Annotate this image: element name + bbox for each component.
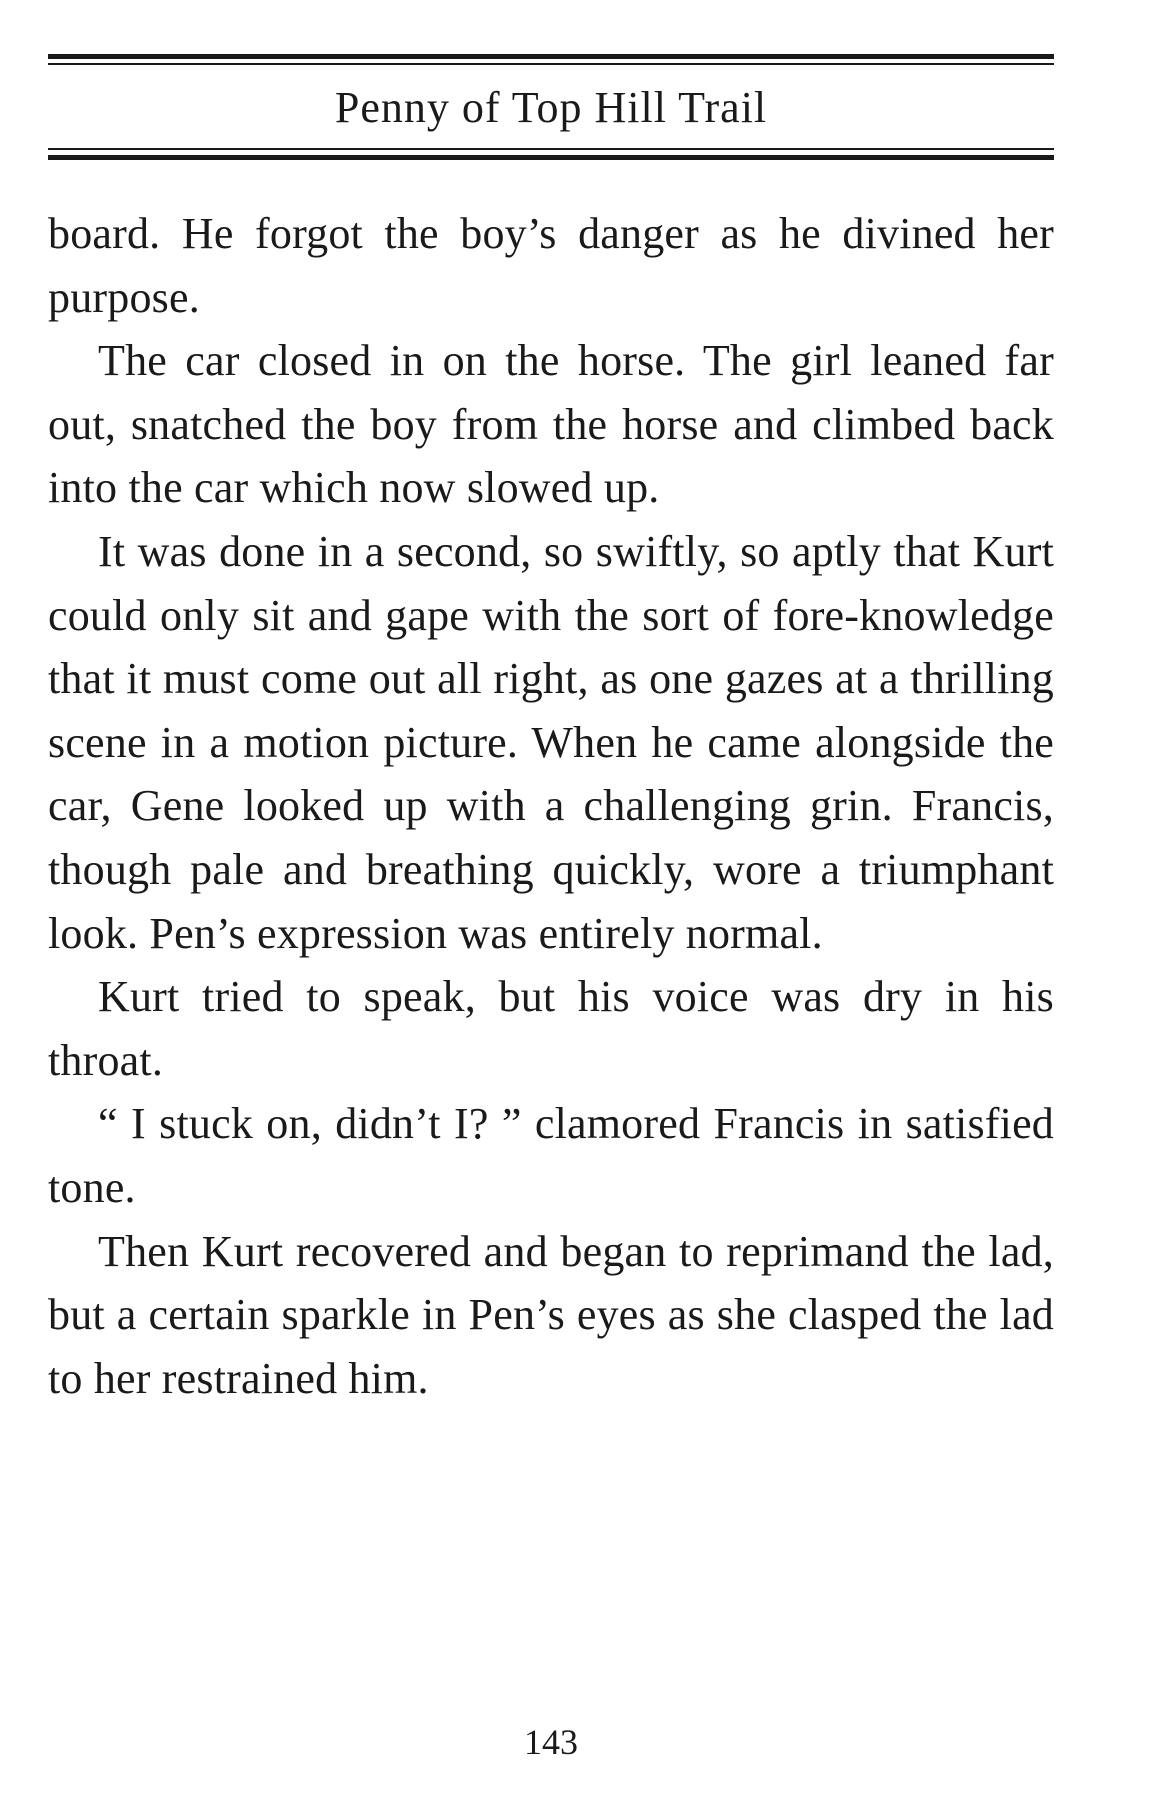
paragraph: board. He forgot the boy’s danger as he divined her purpose. bbox=[48, 209, 1054, 322]
paragraph: It was done in a second, so swiftly, so aptly that Kurt could only sit and gape with the sort of fore-knowledge that it must come out all right, as one gazes at a thrilling scene in a motion picture. When he came alongside the car, Gene looked up with a challenging grin. Francis, though pale and breathing quickly, wore a triumphant look. Pen’s expression was entirely normal. bbox=[48, 526, 1054, 958]
paragraph: “ I stuck on, didn’t I? ” clamored Francis in satisfied tone. bbox=[48, 1099, 1054, 1212]
paragraph: Then Kurt recovered and began to reprimand the lad, but a certain sparkle in Pen’s eyes as she clasped the lad to her restrained him. bbox=[48, 1226, 1054, 1403]
header-bottom-rule bbox=[48, 148, 1054, 164]
paragraph: The car closed in on the horse. The girl leaned far out, snatched the boy from the horse and climbed back into the car which now slowed up. bbox=[48, 336, 1054, 513]
body-text bbox=[48, 202, 1054, 1410]
rule-line bbox=[48, 63, 1054, 65]
rule-line bbox=[48, 54, 1054, 59]
running-head-title: Penny of Top Hill Trail bbox=[334, 83, 768, 132]
page-number: 143 bbox=[524, 1722, 578, 1762]
header-top-rule bbox=[48, 54, 1054, 70]
paragraph: Kurt tried to speak, but his voice was dry in his throat. bbox=[48, 972, 1054, 1085]
rule-line bbox=[48, 155, 1054, 160]
rule-line bbox=[48, 148, 1054, 150]
